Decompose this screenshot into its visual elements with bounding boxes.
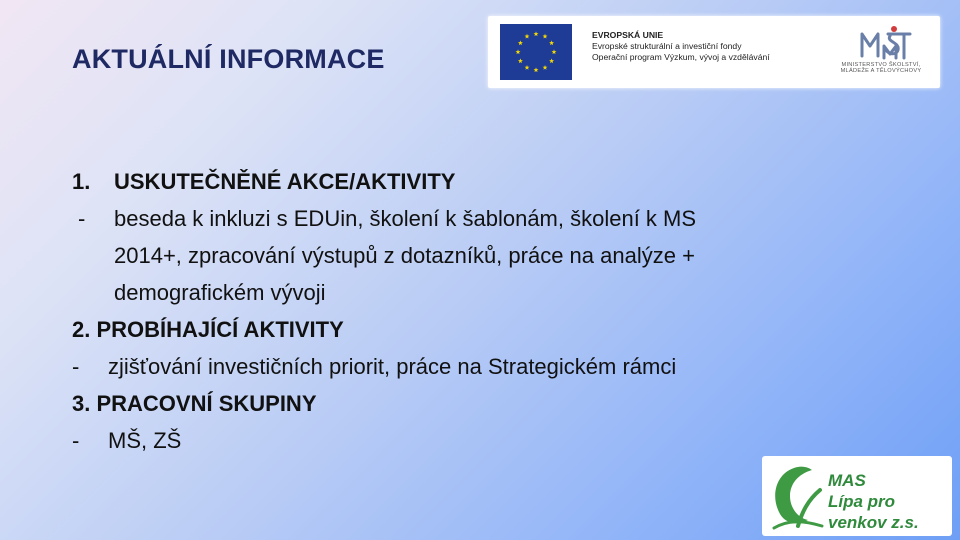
bullet-dash: - bbox=[72, 428, 80, 453]
eu-funding-banner bbox=[488, 16, 940, 88]
mas-logo-line2: Lípa pro venkov z.s. bbox=[828, 492, 919, 532]
eu-banner-line3: Operační program Výzkum, vývoj a vzdělávání bbox=[592, 52, 770, 62]
msmt-logo-icon bbox=[832, 24, 936, 84]
item-text: beseda k inkluzi s EDUin, školení k šablonám, školení k MS bbox=[114, 206, 697, 231]
eu-banner-line2: Evropské strukturální a investiční fondy bbox=[592, 41, 742, 51]
page-title: AKTUÁLNÍ INFORMACE bbox=[72, 44, 385, 74]
msmt-line1: MINISTERSTVO ŠKOLSTVÍ, bbox=[841, 62, 921, 68]
item-text: MŠ, ZŠ bbox=[108, 428, 182, 453]
bullet-dash: - bbox=[72, 354, 80, 379]
mas-logo-line1: MAS bbox=[828, 471, 866, 490]
msmt-caption bbox=[826, 62, 936, 74]
item-text: zjišťování investičních priorit, práce na Strategickém rámci bbox=[108, 354, 677, 379]
mas-logo-text bbox=[828, 470, 952, 533]
eu-banner-text bbox=[592, 30, 770, 63]
list-item-heading bbox=[72, 163, 912, 200]
eu-banner-line1: EVROPSKÁ UNIE bbox=[592, 30, 664, 40]
list-item-text-continuation: demografickém vývoji bbox=[114, 280, 326, 305]
item-heading-text: USKUTEČNĚNÉ AKCE/AKTIVITY bbox=[114, 169, 456, 194]
list-item-text bbox=[72, 348, 912, 385]
list-item-text bbox=[72, 200, 912, 237]
mas-logo bbox=[762, 456, 952, 536]
list-item-text bbox=[72, 422, 912, 459]
list-item-text-continuation: 2014+, zpracování výstupů z dotazníků, práce na analýze + bbox=[114, 243, 695, 268]
list-item-heading: 2. PROBÍHAJÍCÍ AKTIVITY bbox=[72, 317, 344, 342]
item-number: 1. bbox=[72, 169, 91, 194]
eu-flag-icon bbox=[500, 24, 572, 80]
linden-leaf-icon bbox=[768, 462, 826, 532]
msmt-line2: MLÁDEŽE A TĚLOVÝCHOVY bbox=[840, 68, 922, 75]
bullet-dash: - bbox=[78, 206, 86, 231]
list-item-heading: 3. PRACOVNÍ SKUPINY bbox=[72, 391, 317, 416]
information-list bbox=[72, 163, 912, 459]
